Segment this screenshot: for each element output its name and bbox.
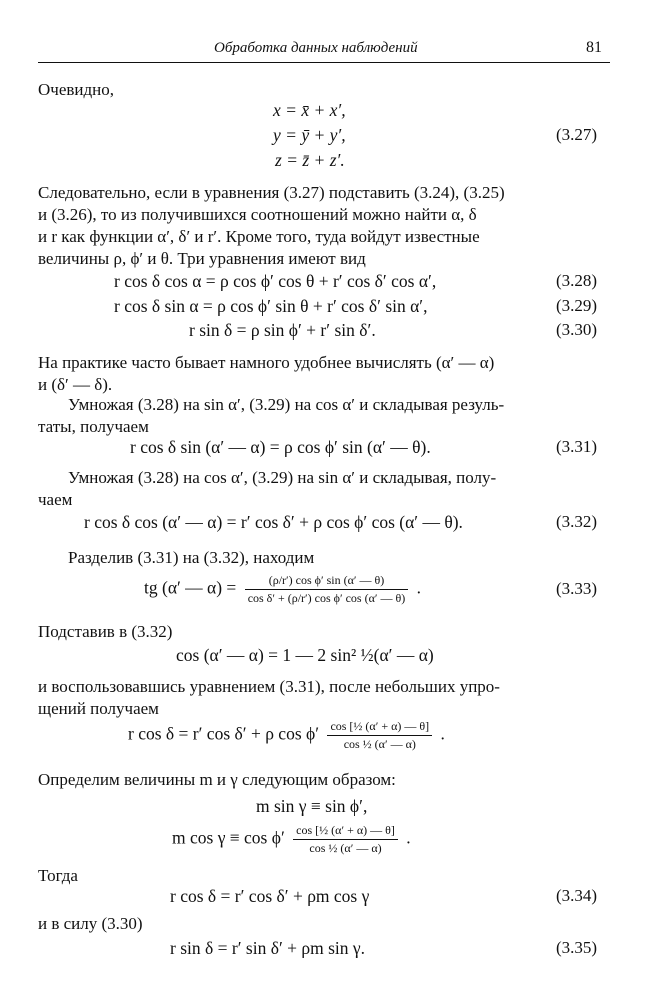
equation-3-28: r cos δ cos α = ρ cos ϕ′ cos θ + r′ cos δ′ cos α′, <box>114 271 437 291</box>
text-line: Следовательно, если в уравнения (3.27) подставить (3.24), (3.25) <box>38 183 505 202</box>
text-line: Очевидно, <box>38 80 114 99</box>
text-line: Тогда <box>38 866 78 885</box>
numerator: cos [½ (α′ + α) — θ] <box>293 823 398 840</box>
denominator: cos ½ (α′ — α) <box>309 841 382 855</box>
equation-number: (3.32) <box>556 512 598 531</box>
text-line: Подставив в (3.32) <box>38 622 173 641</box>
equation-3-35: r sin δ = r′ sin δ′ + ρm sin γ. <box>170 938 366 958</box>
equation-end: . <box>416 577 422 598</box>
text-line: Умножая (3.28) на cos α′, (3.29) на sin α′ и складывая, полу- <box>68 468 497 487</box>
equation-number: (3.30) <box>556 320 598 339</box>
fraction <box>293 823 398 856</box>
equation-3-30: r sin δ = ρ sin ϕ′ + r′ sin δ′. <box>189 320 376 340</box>
equation-3-34: r cos δ = r′ cos δ′ + ρm cos γ <box>170 886 370 906</box>
header-title: Обработка данных наблюдений <box>214 40 418 56</box>
equation-number: (3.29) <box>556 296 598 315</box>
equation-3-27-x: x = x̄ + x′, <box>273 100 346 120</box>
equation-3-27-y: y = ȳ + y′, <box>273 125 346 145</box>
equation-number: (3.34) <box>556 886 598 905</box>
page-number: 81 <box>586 39 602 56</box>
denominator: cos δ′ + (ρ/r′) cos ϕ′ cos (α′ — θ) <box>247 591 406 605</box>
equation-cos-difference: cos (α′ — α) = 1 — 2 sin² ½(α′ — α) <box>176 645 434 665</box>
equation-lhs: m cos γ ≡ cos ϕ′ <box>172 827 285 848</box>
equation-lhs: r cos δ = r′ cos δ′ + ρ cos ϕ′ <box>128 723 320 744</box>
text-line: и r как функции α′, δ′ и r′. Кроме того, туда войдут известные <box>38 227 480 246</box>
text-line: Умножая (3.28) на sin α′, (3.29) на cos α′ и складывая резуль- <box>68 395 505 414</box>
equation-end: . <box>440 723 445 744</box>
running-header <box>38 38 610 63</box>
text-line: и воспользовавшись уравнением (3.31), после небольших упро- <box>38 677 500 696</box>
equation-number: (3.27) <box>556 125 598 144</box>
equation-number: (3.31) <box>556 437 598 456</box>
text-line: и в силу (3.30) <box>38 914 143 933</box>
equation-number: (3.33) <box>556 579 598 598</box>
numerator: (ρ/r′) cos ϕ′ sin (α′ — θ) <box>245 573 409 590</box>
equation-r-cos-delta <box>128 719 445 752</box>
fraction <box>245 573 409 606</box>
text-line: и (3.26), то из получившихся соотношений можно найти α, δ <box>38 205 477 224</box>
equation-3-29: r cos δ sin α = ρ cos ϕ′ sin θ + r′ cos δ′ sin α′, <box>114 296 428 316</box>
text-line: величины ρ, ϕ′ и θ. Три уравнения имеют вид <box>38 249 366 268</box>
equation-lhs: tg (α′ — α) = <box>144 577 237 598</box>
numerator: cos [½ (α′ + α) — θ] <box>327 719 432 736</box>
equation-3-32: r cos δ cos (α′ — α) = r′ cos δ′ + ρ cos ϕ′ cos (α′ — θ). <box>84 512 463 532</box>
equation-3-27-z: z = z̄ + z′. <box>275 150 345 170</box>
equation-number: (3.35) <box>556 938 598 957</box>
text-line: Разделив (3.31) на (3.32), находим <box>68 548 315 567</box>
text-line: На практике часто бывает намного удобнее вычислять (α′ — α) <box>38 353 495 372</box>
text-line: щений получаем <box>38 699 159 718</box>
equation-m-sin-gamma: m sin γ ≡ sin ϕ′, <box>256 796 368 816</box>
text-line: Определим величины m и γ следующим образом: <box>38 770 396 789</box>
text-line: чаем <box>38 490 73 509</box>
equation-3-33 <box>144 573 421 606</box>
text-line: таты, получаем <box>38 417 149 436</box>
text-line: и (δ′ — δ). <box>38 375 113 394</box>
equation-m-cos-gamma <box>172 823 411 856</box>
equation-end: . <box>406 827 411 848</box>
fraction <box>327 719 432 752</box>
equation-number: (3.28) <box>556 271 598 290</box>
equation-3-31: r cos δ sin (α′ — α) = ρ cos ϕ′ sin (α′ — θ). <box>130 437 431 457</box>
denominator: cos ½ (α′ — α) <box>343 737 416 751</box>
